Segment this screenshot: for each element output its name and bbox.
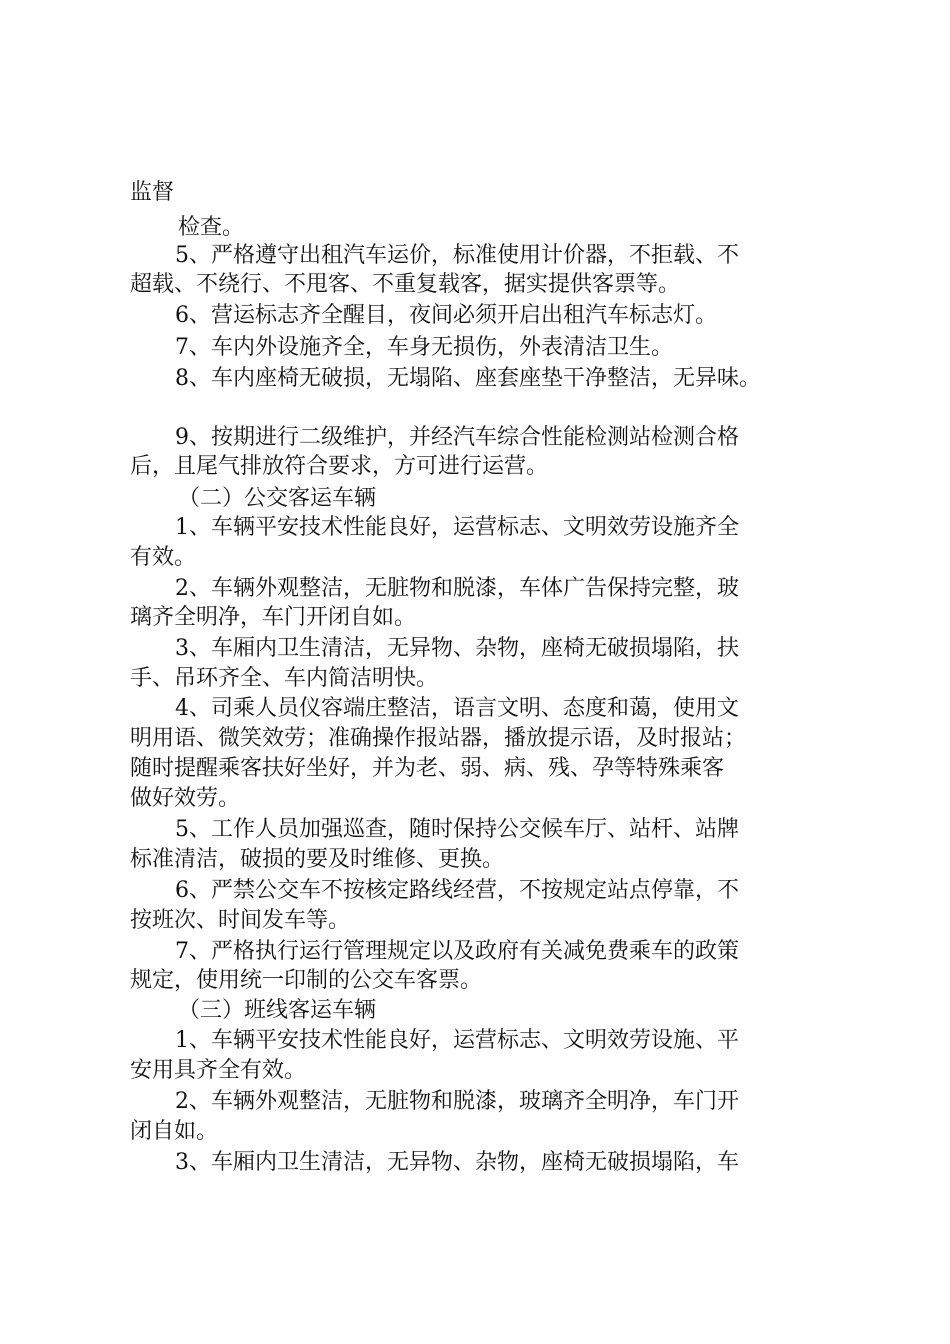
text-line: 璃齐全明净，车门开闭自如。 xyxy=(130,605,417,630)
text-line: 后，且尾气排放符合要求，方可进行运营。 xyxy=(130,454,549,479)
text-line: 6、严禁公交车不按核定路线经营，不按规定站点停靠，不 xyxy=(175,878,739,903)
text-line: 5、工作人员加强巡查，随时保持公交候车厅、站杆、站牌 xyxy=(175,817,739,842)
text-line: 7、严格执行运行管理规定以及政府有关减免费乘车的政策 xyxy=(175,939,739,964)
text-line: 明用语、微笑效劳；准确操作报站器，播放提示语，及时报站； xyxy=(130,726,747,751)
text-line: 3、车厢内卫生清洁，无异物、杂物，座椅无破损塌陷，车 xyxy=(175,1150,739,1175)
text-line: 8、车内座椅无破损，无塌陷、座套座垫干净整洁，无异味。 xyxy=(175,366,761,391)
text-line: 安用具齐全有效。 xyxy=(130,1058,307,1083)
text-line: 超载、不绕行、不甩客、不重复载客，据实提供客票等。 xyxy=(130,272,681,297)
section-heading: （二）公交客运车辆 xyxy=(178,486,377,511)
text-line: 2、车辆外观整洁，无脏物和脱漆，玻璃齐全明净，车门开 xyxy=(175,1089,739,1114)
text-line: 7、车内外设施齐全，车身无损伤，外表清洁卫生。 xyxy=(175,335,673,360)
text-line: 3、车厢内卫生清洁，无异物、杂物，座椅无破损塌陷，扶 xyxy=(175,636,739,661)
text-line: 手、吊环齐全、车内简洁明快。 xyxy=(130,666,439,691)
text-line: 4、司乘人员仪容端庄整洁，语言文明、态度和蔼，使用文 xyxy=(175,696,739,721)
text-line: 6、营运标志齐全醒目，夜间必须开启出租汽车标志灯。 xyxy=(175,303,717,328)
text-line: 监督 xyxy=(130,180,175,205)
text-line: 规定，使用统一印制的公交车客票。 xyxy=(130,968,483,993)
text-line: 闭自如。 xyxy=(130,1119,219,1144)
text-line: 9、按期进行二级维护，并经汽车综合性能检测站检测合格 xyxy=(175,425,739,450)
text-line: 按班次、时间发车等。 xyxy=(130,908,351,933)
text-line: 5、严格遵守出租汽车运价，标准使用计价器，不拒载、不 xyxy=(175,243,739,268)
section-heading: （三）班线客运车辆 xyxy=(178,998,377,1023)
text-line: 有效。 xyxy=(130,545,197,570)
text-line: 2、车辆外观整洁，无脏物和脱漆，车体广告保持完整，玻 xyxy=(175,576,739,601)
text-line: 检查。 xyxy=(178,215,245,240)
text-line: 1、车辆平安技术性能良好，运营标志、文明效劳设施齐全 xyxy=(175,515,739,540)
text-line: 做好效劳。 xyxy=(130,786,241,811)
text-line: 标准清洁，破损的要及时维修、更换。 xyxy=(130,847,505,872)
text-line: 1、车辆平安技术性能良好，运营标志、文明效劳设施、平 xyxy=(175,1028,739,1053)
text-line: 随时提醒乘客扶好坐好，并为老、弱、病、残、孕等特殊乘客 xyxy=(130,756,725,781)
